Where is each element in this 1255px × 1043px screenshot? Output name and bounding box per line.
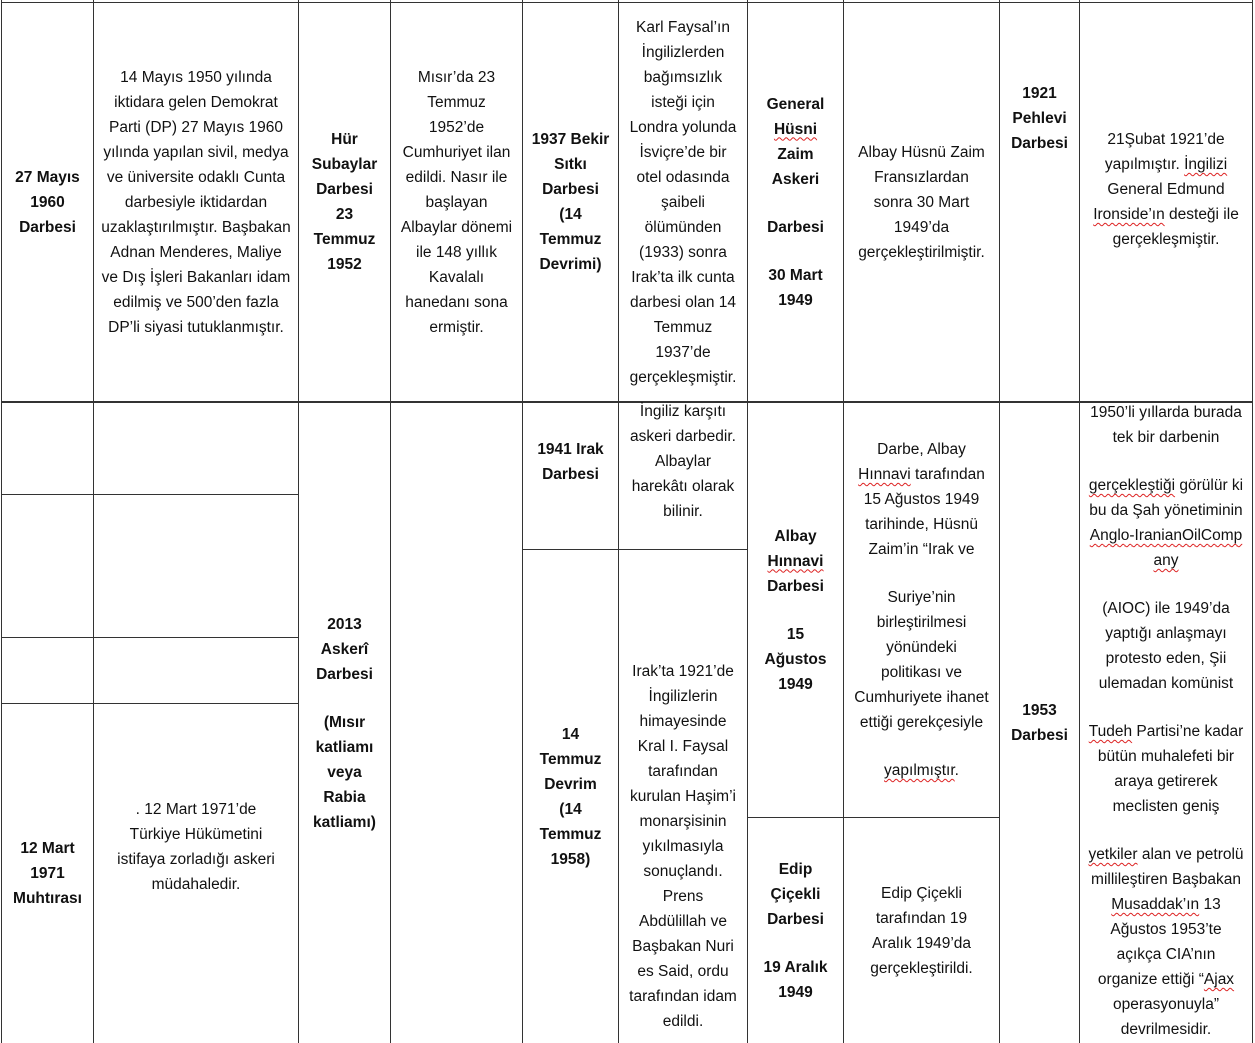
cell-1958-title [523,550,618,1043]
grid-line [1,494,298,495]
cell-husni-zaim-text [844,3,999,401]
description: Mısır’da 23 Temmuz 1952’de Cumhuriyet ilan edildi. Nasır ile başlayan Albaylar dönemi ile 148 yıllık Kavalalı hanedanı sona ermiştir. [400,68,513,336]
cell-muhtira-title [2,704,93,1043]
description: 21Şubat 1921’de yapılmıştır. İngilizi General Edmund Ironside’ın desteği ile gerçekleşmiştir. [1093,131,1239,248]
title-line: (14 Temmuz Devrimi) [539,206,602,273]
cell-hinnavi-text [844,403,999,817]
cell-1958-text [619,550,747,1043]
description: Edip Çiçekli tarafından 19 Aralık 1949’da gerçekleştirildi. [870,884,973,977]
description: . 12 Mart 1971’de Türkiye Hükümetini istifaya zorladığı askeri müdahaledir. [117,801,275,893]
description: İngiliz karşıtı askeri darbedir. Albaylar harekâtı olarak bilinir. [630,403,736,520]
cell-edip-text [844,818,999,1043]
title-line: 1941 Irak Darbesi [537,441,604,483]
title-line: Hınnavi [767,552,824,570]
grid-line [1252,0,1253,1043]
cell-1960-title [2,3,93,401]
title-line: 15 Ağustos 1949 [764,625,827,693]
cell-misir-text [391,3,522,401]
cell-edip-title [748,818,843,1043]
cell-hur-subaylar-title [299,3,390,401]
title-line: (14 Temmuz 1958) [539,800,602,868]
title-line: Darbesi [767,577,824,595]
title-line: 1921 Pehlevi Darbesi [1011,85,1068,152]
title-line: 1937 Bekir Sıtkı Darbesi [531,131,610,198]
cell-husni-zaim-title [748,3,843,401]
title-line: 2013 Askerî Darbesi [316,615,373,683]
title-line: 1960 Darbesi [19,193,76,236]
title-line: Zaim Askeri [771,145,820,188]
description: Albay Hüsnü Zaim Fransızlardan sonra 30 Mart 1949’da gerçekleştirilmiştir. [858,143,985,261]
cell-1960-text [94,3,298,401]
cell-muhtira-text [94,704,298,1043]
title-line: Edip Çiçekli Darbesi [767,860,824,928]
description: 14 Mayıs 1950 yılında iktidara gelen Demokrat Parti (DP) 27 Mayıs 1960 yılında yapılan sivil, medya ve üniversite odaklı Cunta darbesiyle iktidardan uzaklaştırılmıştır. Başbakan Adnan Menderes, Maliye ve Dış İşleri Bakanları idam edilmiş ve 500’den fazla DP’li siyasi tutuklanmıştır. [101,68,291,336]
cell-hinnavi-title [748,403,843,817]
description: yetkiler alan ve petrolü millileştiren Başbakan Musaddak’ın 13 Ağustos 1953’te açıkça CIA’nın organize ettiği “Ajax operasyonuyla” devrilmesidir. [1088,846,1244,1038]
title-line: 27 Mayıs [15,168,80,186]
title-line: 19 Aralık 1949 [763,958,828,1001]
description: Darbe, Albay Hınnavi tarafından 15 Ağustos 1949 tarihinde, Hüsnü Zaim’in “Irak ve [858,441,985,558]
title-line: Hür Subaylar Darbesi [311,131,378,198]
description: Tudeh Partisi’ne kadar bütün muhalefeti bir araya getirerek meclisten geniş [1088,723,1244,815]
description: gerçekleştiği görülür ki bu da Şah yönetiminin Anglo-IranianOilCompany [1088,477,1244,569]
title-line: Albay [774,527,817,545]
grid-line [1,637,298,638]
title-line: Hüsni [773,120,818,138]
description: yapılmıştır. [884,762,959,779]
description: (AIOC) ile 1949’da yaptığı anlaşmayı protesto eden, Şii ulemadan komünist [1098,600,1234,692]
description: Irak’ta 1921’de İngilizlerin himayesinde Kral I. Faysal tarafından kurulan Haşim’i monarşisinin yıkılmasıyla sonuçlandı. Prens Abdülillah ve Başbakan Nuri es Said, ordu tarafından idam edildi. [629,663,737,1030]
title-line: Darbesi [767,218,824,236]
description: Suriye’nin birleştirilmesi yönündeki politikası ve Cumhuriyete ihanet ettiği gerekçesiyle [854,589,989,731]
description: Karl Faysal’ın İngilizlerden bağımsızlık isteği için Londra yolunda İsviçre’de bir otel odasında şaibeli ölümünden (1933) sonra Irak’ta ilk cunta darbesi olan 14 Temmuz 1937’de gerçekleşmiştir. [629,18,737,386]
title-line: 12 Mart 1971 Muhtırası [13,840,82,907]
cell-2013-title [299,403,390,1043]
cell-pehlevi-text [1080,3,1252,401]
cell-1937-title [523,3,618,401]
title-line: 23 Temmuz 1952 [313,206,376,273]
title-line: 30 Mart 1949 [768,266,823,309]
title-line: 1953 Darbesi [1011,702,1068,744]
cell-pehlevi-title [1000,3,1079,401]
cell-1953-text [1080,400,1252,1043]
title-line: 14 Temmuz Devrim [539,725,602,793]
title-line: General [766,95,825,113]
cell-1953-title [1000,403,1079,1043]
cell-1937-text [619,3,747,401]
description: 1950’li yıllarda burada tek bir darbenin [1090,404,1242,446]
cell-1941-text [619,399,747,549]
title-line: (Mısır katliamı veya Rabia katliamı) [313,713,376,831]
cell-1941-title [523,403,618,549]
